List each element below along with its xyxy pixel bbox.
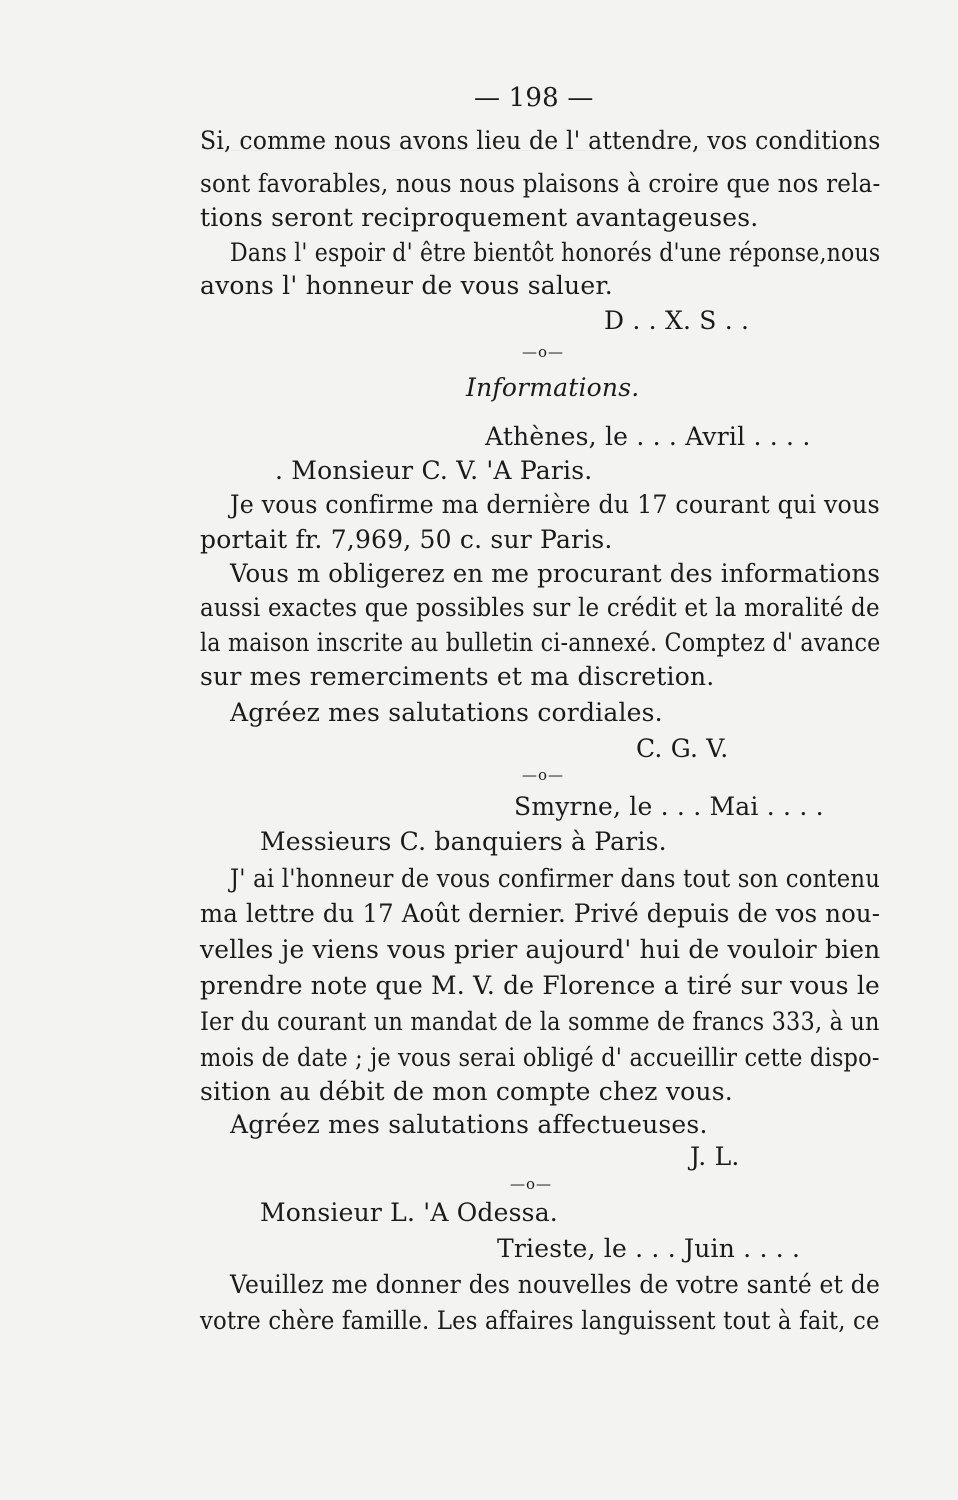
letter2-line-2: portait fr. 7,969, 50 c. sur Paris. bbox=[200, 525, 613, 554]
section-title: Informations. bbox=[466, 373, 640, 402]
letter3-line-4: prendre note que M. V. de Florence a tiré sur vous le bbox=[200, 971, 880, 1000]
letter2-line-6: sur mes remerciments et ma discretion. bbox=[200, 662, 715, 691]
separator-2: —o— bbox=[522, 766, 565, 784]
page-number: — 198 — bbox=[474, 83, 594, 113]
letter3-line-5: Ier du courant un mandat de la somme de francs 333, à un bbox=[200, 1007, 880, 1036]
letter2-line-5: la maison inscrite au bulletin ci-annexé. Comptez d' avance bbox=[200, 628, 881, 657]
letter3-addressee: Messieurs C. banquiers à Paris. bbox=[260, 827, 667, 856]
letter1-line-4: Dans l' espoir d' être bientôt honorés d'une réponse,nous bbox=[230, 238, 881, 267]
letter3-line-3: velles je viens vous prier aujourd' hui de vouloir bien bbox=[200, 935, 881, 964]
letter3-place-date: Smyrne, le . . . Mai . . . . bbox=[514, 792, 824, 821]
letter4-addressee: Monsieur L. 'A Odessa. bbox=[260, 1198, 558, 1227]
letter3-line-6: mois de date ; je vous serai obligé d' accueillir cette dispo- bbox=[200, 1043, 880, 1072]
letter3-line-1: J' ai l'honneur de vous confirmer dans tout son contenu bbox=[230, 864, 881, 893]
letter3-line-7: sition au débit de mon compte chez vous. bbox=[200, 1077, 733, 1106]
letter2-signature: C. G. V. bbox=[636, 734, 729, 763]
letter2-line-3: Vous m obligerez en me procurant des informations bbox=[230, 559, 881, 588]
letter3-line-8: Agréez mes salutations affectueuses. bbox=[230, 1110, 708, 1139]
separator-3: —o— bbox=[510, 1175, 553, 1193]
letter4-line-2: votre chère famille. Les affaires languissent tout à fait, ce bbox=[200, 1306, 880, 1335]
letter3-signature: J. L. bbox=[690, 1142, 740, 1171]
letter4-line-1: Veuillez me donner des nouvelles de votre santé et de bbox=[230, 1270, 881, 1299]
letter1-line-1: Si, comme nous avons lieu de l' attendre, vos conditions bbox=[200, 126, 881, 155]
letter2-line-7: Agréez mes salutations cordiales. bbox=[230, 698, 663, 727]
letter4-place-date: Trieste, le . . . Juin . . . . bbox=[497, 1234, 801, 1263]
letter3-line-2: ma lettre du 17 Août dernier. Privé depuis de vos nou- bbox=[200, 899, 881, 928]
letter1-line-5: avons l' honneur de vous saluer. bbox=[200, 271, 613, 300]
letter2-place-date: Athènes, le . . . Avril . . . . bbox=[485, 422, 811, 451]
letter2-line-1: Je vous confirme ma dernière du 17 courant qui vous bbox=[230, 490, 880, 519]
separator-1: —o— bbox=[522, 343, 565, 361]
letter2-addressee: . Monsieur C. V. 'A Paris. bbox=[275, 456, 593, 485]
letter1-line-3: tions seront reciproquement avantageuses. bbox=[200, 203, 759, 232]
letter1-signature: D . . X. S . . bbox=[604, 306, 750, 335]
letter1-line-2: sont favorables, nous nous plaisons à croire que nos rela- bbox=[200, 169, 881, 198]
letter2-line-4: aussi exactes que possibles sur le crédit et la moralité de bbox=[200, 593, 880, 622]
